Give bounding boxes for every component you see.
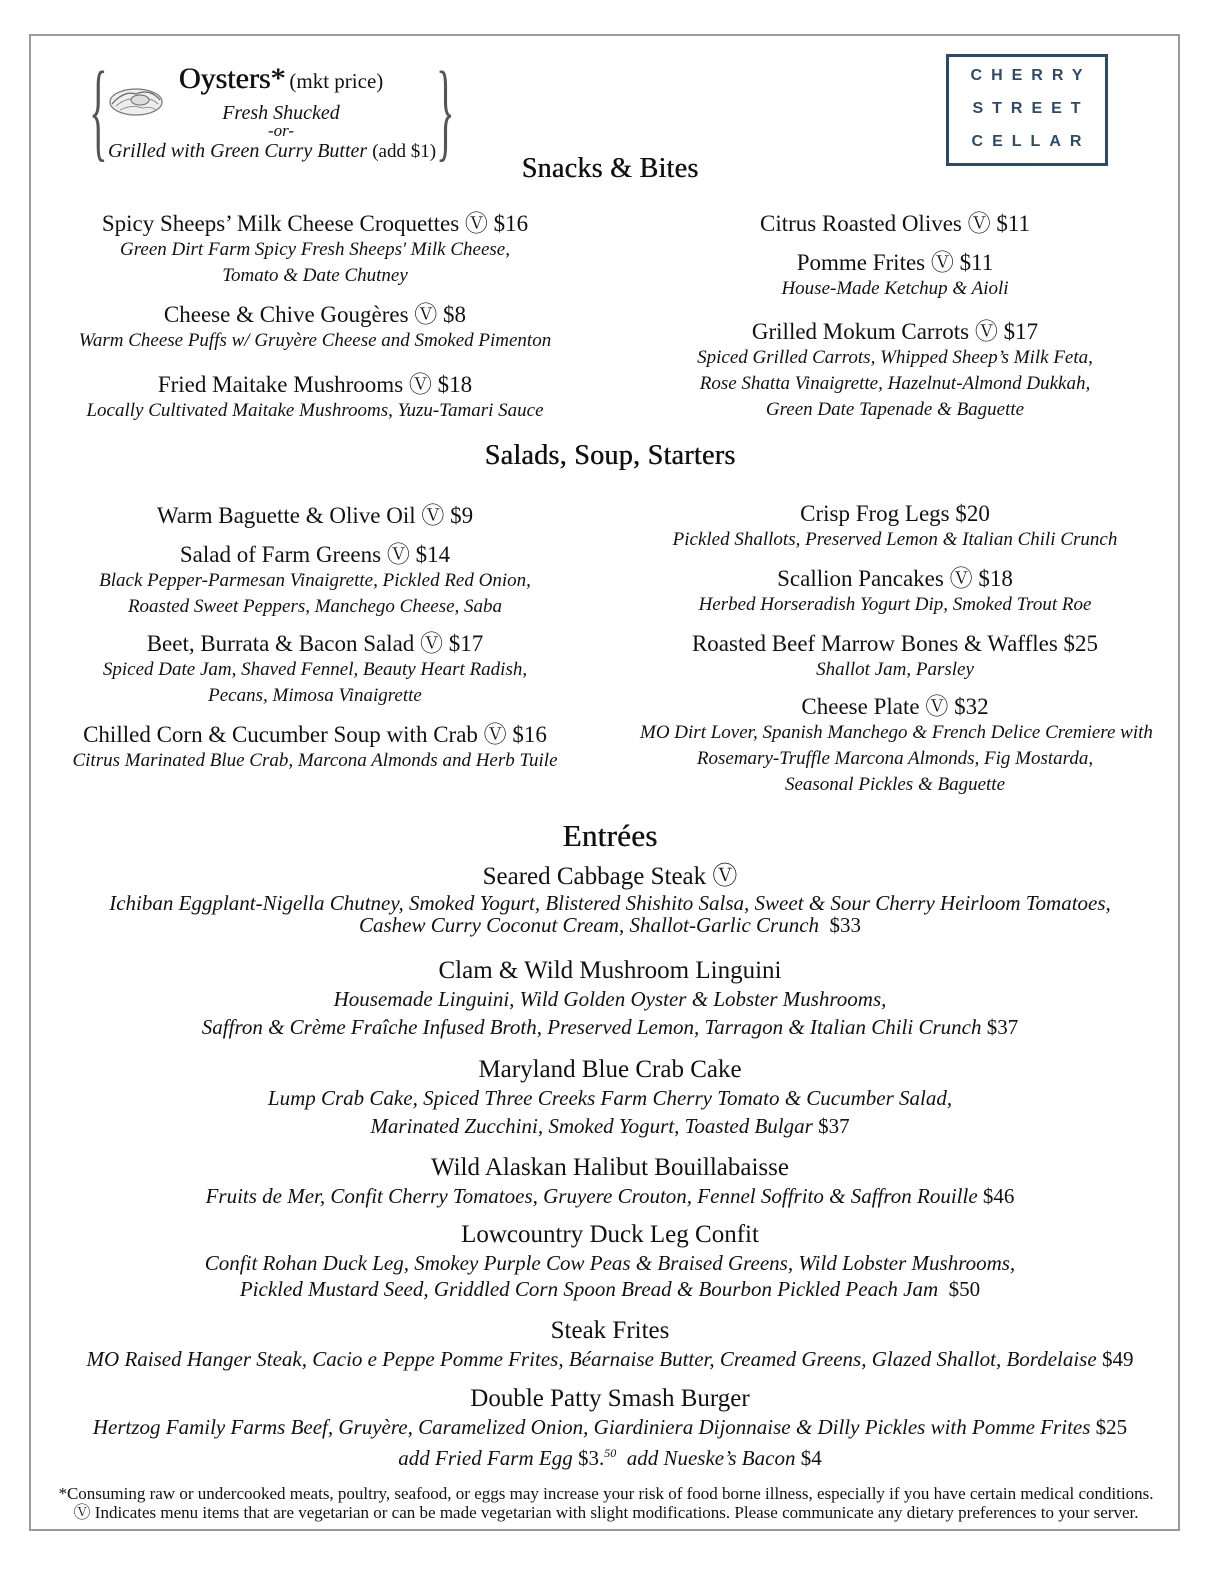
entree-desc: Lump Crab Cake, Spiced Three Creeks Farm Cherry Tomato & Cucumber Salad, xyxy=(267,1086,953,1110)
oysters-name: Oysters* xyxy=(178,62,286,95)
menu-item xyxy=(640,500,1150,553)
entree-item xyxy=(40,1384,1180,1471)
item-name: Scallion Pancakes Ⓥ $18 xyxy=(777,566,1013,591)
entree-desc: Housemade Linguini, Wild Golden Oyster & Lobster Mushrooms, xyxy=(333,987,887,1011)
item-desc: Roasted Sweet Peppers, Manchego Cheese, Saba xyxy=(127,596,503,617)
menu-item xyxy=(640,210,1150,237)
entree-name: Lowcountry Duck Leg Confit xyxy=(461,1221,759,1248)
item-name: Fried Maitake Mushrooms Ⓥ $18 xyxy=(157,372,473,397)
menu-item xyxy=(640,249,1150,302)
item-name: Crisp Frog Legs $20 xyxy=(800,501,990,526)
item-desc: Warm Cheese Puffs w/ Gruyère Cheese and Smoked Pimenton xyxy=(78,330,552,351)
addon-egg-cents: 50 xyxy=(604,1446,617,1460)
vegetarian-note: Ⓥ Indicates menu items that are vegetarian or can be made vegetarian with slight modifications. Please communicate any dietary preferences to your server. xyxy=(73,1503,1139,1522)
cherry-street-cellar-logo xyxy=(946,54,1108,166)
logo-line-2: STREET xyxy=(972,100,1090,117)
item-name: Spicy Sheeps’ Milk Cheese Croquettes Ⓥ $16 xyxy=(101,211,529,236)
oysters-grilled-text: Grilled with Green Curry Butter xyxy=(107,140,368,162)
entree-addons xyxy=(40,1440,1180,1471)
entree-desc xyxy=(40,1111,1180,1141)
oysters-add-price: (add $1) xyxy=(372,141,437,162)
item-name: Roasted Beef Marrow Bones & Waffles $25 xyxy=(691,631,1099,656)
oysters-fresh: Fresh Shucked xyxy=(222,102,340,124)
menu-item xyxy=(60,301,570,354)
entree-name: Seared Cabbage Steak Ⓥ xyxy=(482,863,738,890)
entree-desc xyxy=(40,1183,1180,1209)
item-desc: Green Date Tapenade & Baguette xyxy=(765,399,1025,420)
item-desc: Herbed Horseradish Yogurt Dip, Smoked Trout Roe xyxy=(698,594,1092,615)
entree-item xyxy=(40,1220,1180,1302)
oysters-title xyxy=(166,62,396,96)
oysters-price-note: (mkt price) xyxy=(289,69,384,93)
menu-item xyxy=(60,210,570,289)
item-name: Pomme Frites Ⓥ $11 xyxy=(796,250,994,275)
item-desc: House-Made Ketchup & Aioli xyxy=(781,278,1009,299)
item-desc: Green Dirt Farm Spicy Fresh Sheeps' Milk Cheese, xyxy=(120,239,510,260)
entree-desc-text: Fruits de Mer, Confit Cherry Tomatoes, Gruyere Crouton, Fennel Soffrito & Saffron Rouille xyxy=(205,1184,978,1208)
item-desc: Tomato & Date Chutney xyxy=(222,265,408,286)
oysters-grilled xyxy=(86,140,458,163)
oysters-or: -or- xyxy=(267,121,295,140)
entree-desc xyxy=(40,1346,1180,1372)
menu-item xyxy=(60,721,570,774)
item-name: Citrus Roasted Olives Ⓥ $11 xyxy=(759,211,1031,236)
item-name: Chilled Corn & Cucumber Soup with Crab Ⓥ $16 xyxy=(83,722,547,747)
entree-name: Clam & Wild Mushroom Linguini xyxy=(438,957,782,984)
salads-title: Salads, Soup, Starters xyxy=(484,440,736,471)
entree-item xyxy=(40,1316,1180,1372)
entree-price: $49 xyxy=(1101,1347,1134,1371)
entree-item xyxy=(40,862,1180,936)
item-desc: Rosemary-Truffle Marcona Almonds, Fig Mostarda, xyxy=(696,748,1094,769)
entree-item xyxy=(40,956,1180,1042)
item-name: Beet, Burrata & Bacon Salad Ⓥ $17 xyxy=(146,631,484,656)
menu-item xyxy=(60,371,570,424)
item-desc: Black Pepper-Parmesan Vinaigrette, Pickled Red Onion, xyxy=(99,570,531,591)
entrees-title: Entrées xyxy=(562,818,658,853)
oysters-box xyxy=(86,49,458,171)
entree-name: Maryland Blue Crab Cake xyxy=(478,1056,742,1083)
entree-desc-text: Marinated Zucchini, Smoked Yogurt, Toasted Bulgar xyxy=(370,1114,813,1138)
item-desc: Spiced Grilled Carrots, Whipped Sheep’s Milk Feta, xyxy=(697,347,1093,368)
entree-price: $50 xyxy=(948,1277,981,1301)
snacks-title: Snacks & Bites xyxy=(521,153,699,184)
menu-item xyxy=(60,630,570,709)
entree-desc-text: Hertzog Family Farms Beef, Gruyère, Caramelized Onion, Giardiniera Dijonnaise & Dilly Pickles with Pomme Frites xyxy=(92,1415,1091,1439)
item-desc: Citrus Marinated Blue Crab, Marcona Almonds and Herb Tuile xyxy=(72,750,558,771)
entree-price: $25 xyxy=(1095,1415,1128,1439)
entree-desc xyxy=(40,1012,1180,1042)
entree-price: $37 xyxy=(986,1015,1019,1039)
menu-item xyxy=(60,502,570,529)
item-name: Grilled Mokum Carrots Ⓥ $17 xyxy=(751,319,1039,344)
item-desc: Pecans, Mimosa Vinaigrette xyxy=(208,685,422,706)
entree-desc xyxy=(40,1414,1180,1440)
entree-desc: Confit Rohan Duck Leg, Smokey Purple Cow Peas & Braised Greens, Wild Lobster Mushrooms, xyxy=(204,1251,1016,1275)
item-desc: Rose Shatta Vinaigrette, Hazelnut-Almond Dukkah, xyxy=(699,373,1091,394)
left-brace: { xyxy=(89,49,108,171)
entree-desc xyxy=(40,914,1180,936)
oyster-icon xyxy=(106,80,166,120)
addon-egg: add Fried Farm Egg xyxy=(398,1446,573,1470)
addon-egg-price: $3. xyxy=(577,1446,605,1470)
menu-item xyxy=(640,630,1150,683)
right-brace: } xyxy=(436,49,455,171)
item-name: Cheese & Chive Gougères Ⓥ $8 xyxy=(163,302,467,327)
entree-name: Steak Frites xyxy=(550,1317,670,1344)
menu-item xyxy=(60,541,570,620)
entree-desc-text: Cashew Curry Coconut Cream, Shallot-Garlic Crunch xyxy=(358,913,820,937)
entree-price: $37 xyxy=(818,1114,850,1138)
entree-desc-text: Saffron & Crème Fraîche Infused Broth, Preserved Lemon, Tarragon & Italian Chili Crunch xyxy=(201,1015,982,1039)
item-desc: MO Dirt Lover, Spanish Manchego & French Delice Cremiere with xyxy=(640,722,1153,743)
item-name: Warm Baguette & Olive Oil Ⓥ $9 xyxy=(156,503,474,528)
entree-desc xyxy=(40,1276,1180,1302)
item-desc: Shallot Jam, Parsley xyxy=(816,659,974,680)
entree-desc: Ichiban Eggplant-Nigella Chutney, Smoked Yogurt, Blistered Shishito Salsa, Sweet & Sour Cherry Heirloom Tomatoes, xyxy=(109,891,1111,915)
addon-bacon: add Nueske’s Bacon xyxy=(626,1446,796,1470)
menu-item xyxy=(640,693,1153,798)
menu-item xyxy=(640,318,1150,423)
item-name: Cheese Plate Ⓥ $32 xyxy=(801,694,989,719)
entree-desc-text: MO Raised Hanger Steak, Cacio e Peppe Pomme Frites, Béarnaise Butter, Creamed Greens, Glazed Shallot, Bordelaise xyxy=(86,1347,1097,1371)
item-desc: Locally Cultivated Maitake Mushrooms, Yuzu-Tamari Sauce xyxy=(86,400,544,421)
item-desc: Pickled Shallots, Preserved Lemon & Italian Chili Crunch xyxy=(672,529,1118,550)
footer-notes xyxy=(32,1484,1180,1522)
item-name: Salad of Farm Greens Ⓥ $14 xyxy=(179,542,451,567)
entree-price: $46 xyxy=(982,1184,1015,1208)
item-desc: Seasonal Pickles & Baguette xyxy=(784,774,1006,795)
entree-name: Double Patty Smash Burger xyxy=(470,1385,750,1412)
entree-price: $33 xyxy=(829,913,862,937)
entree-item xyxy=(40,1055,1180,1141)
logo-line-3: CELLAR xyxy=(971,133,1091,150)
menu-item xyxy=(640,565,1150,618)
food-safety-note: *Consuming raw or undercooked meats, poultry, seafood, or eggs may increase your risk of food borne illness, especially if you have certain medical conditions. xyxy=(58,1484,1154,1503)
entree-name: Wild Alaskan Halibut Bouillabaisse xyxy=(431,1154,789,1181)
addon-bacon-price: $4 xyxy=(800,1446,822,1470)
entree-desc-text: Pickled Mustard Seed, Griddled Corn Spoon Bread & Bourbon Pickled Peach Jam xyxy=(239,1277,939,1301)
item-desc: Spiced Date Jam, Shaved Fennel, Beauty Heart Radish, xyxy=(102,659,528,680)
logo-line-1: CHERRY xyxy=(970,67,1092,84)
entree-item xyxy=(40,1153,1180,1209)
